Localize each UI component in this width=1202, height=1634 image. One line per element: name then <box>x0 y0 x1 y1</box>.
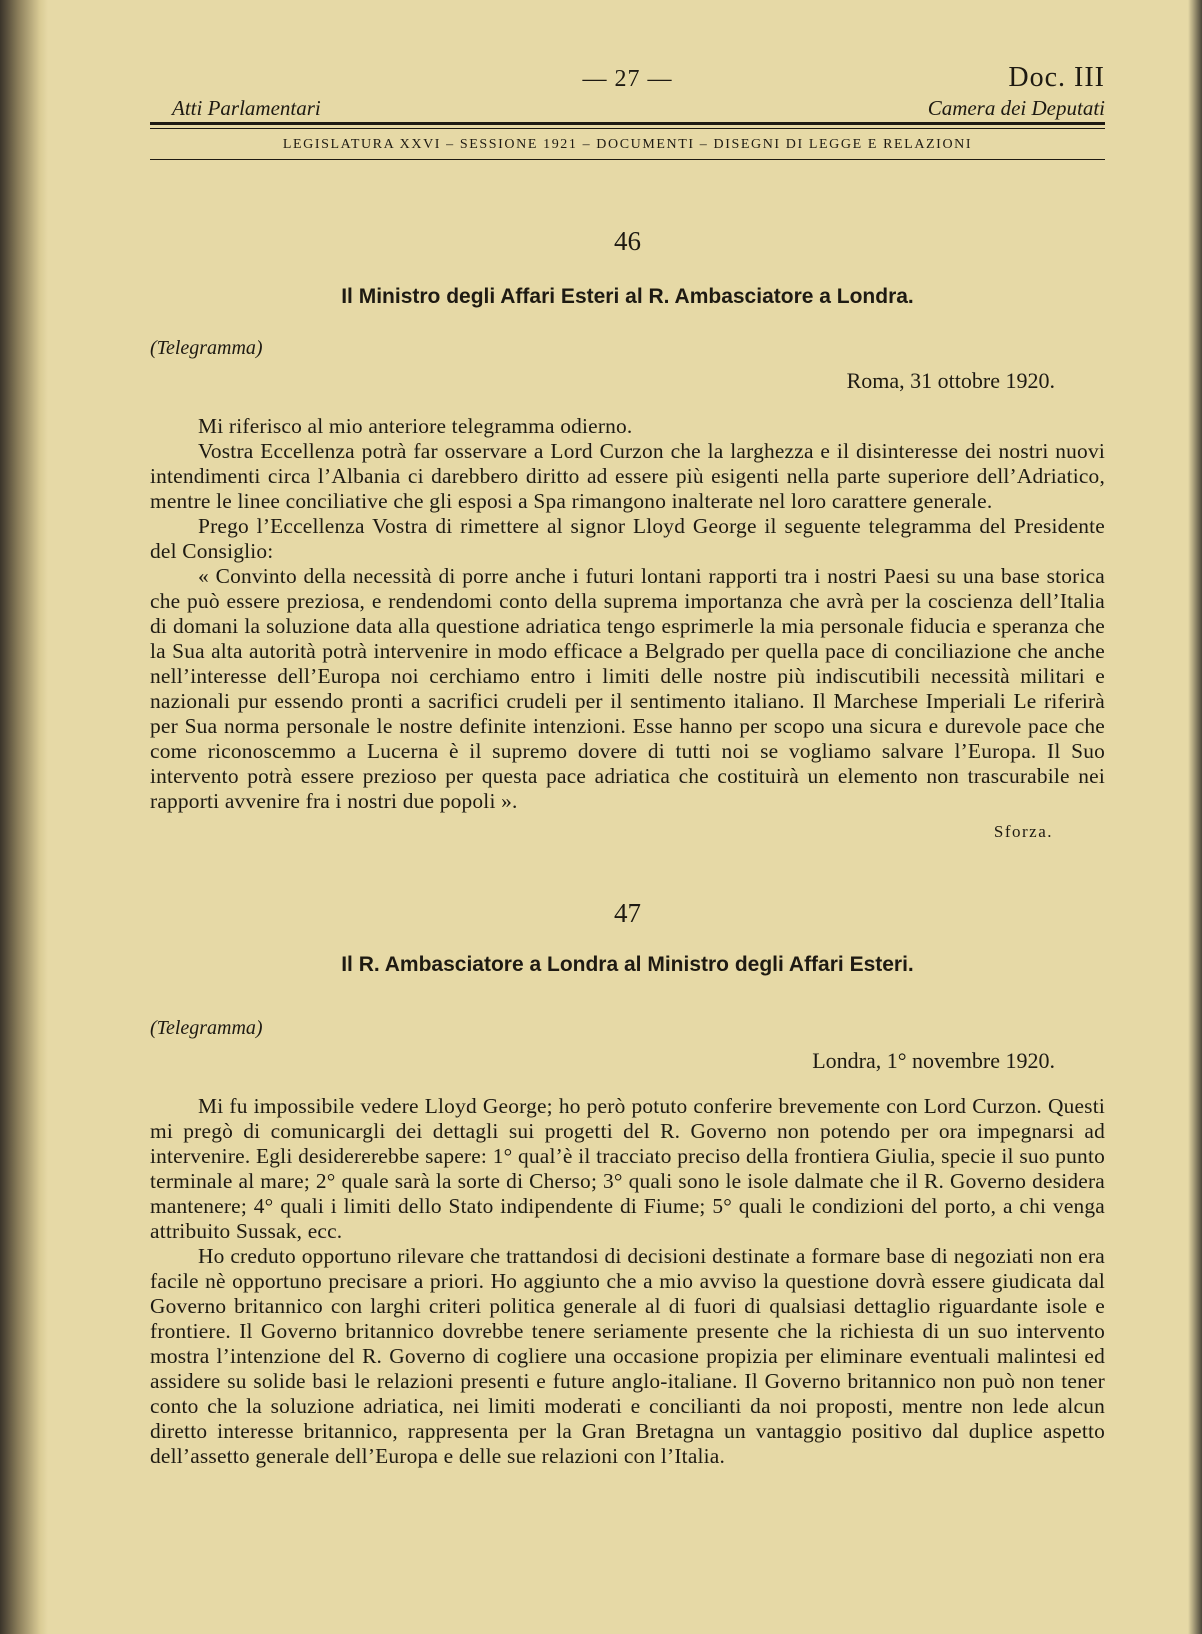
document-page <box>150 60 1105 1469</box>
paragraph: Vostra Eccellenza potrà far osservare a Lord Curzon che la larghezza e il disinteresse dei nostri nuovi intendimenti circa l’Albania ci darebbero diritto ad essere più esigenti nella parte superiore dell’Adriatico, mentre le linee conciliative che gli esposi a Spa rimangono inalterate nel loro carattere generale. <box>150 439 1105 513</box>
document-title: Il Ministro degli Affari Esteri al R. Ambasciatore a Londra. <box>341 285 914 308</box>
paragraph: Ho creduto opportuno rilevare che trattandosi di decisioni destinate a formare base di negoziati non era facile nè opportuno precisare a priori. Ho aggiunto che a mio avviso la questione dovrà essere giudicata dal Governo britannico con larghi criteri politica generale al di fuori di qualsiasi dettaglio riguardante isole e frontiere. Il Governo britannico dovrebbe tenere seriamente presente che la richiesta di un suo intervento mostra l’intenzione del R. Governo di cogliere una occasione propizia per eliminare eventuali malintesi ed assidere su solide basi le relazioni presenti e future anglo-italiane. Il Governo britannico non può non tener conto che la soluzione adriatica, nei limiti moderati e concilianti da noi proposti, mentre non lede alcun diretto interesse britannico, rappresenta per la Gran Bretagna un vantaggio positivo dal duplice aspetto dell’assetto generale dell’Europa e delle sue relazioni con l’Italia. <box>150 1244 1105 1468</box>
paragraph: Mi riferisco al mio anteriore telegramma odierno. <box>198 414 633 438</box>
paragraph: Mi fu impossibile vedere Lloyd George; ho però potuto conferire brevemente con Lord Curzon. Questi mi pregò di comunicargli dei dettagli sui progetti del R. Governo non potendo per ora impegnarsi ad intervenire. Egli desidererebbe sapere: 1° qual’è il tracciato preciso della frontiera Giulia, specie il suo punto terminale al mare; 2° quale sarà la sorte di Cherso; 3° quali sono le isole dalmate che il R. Governo desidera mantenere; 4° quali i limiti dello Stato indipendente di Fiume; 5° quali le condizioni del porto, a chi venga attribuito Sussak, ecc. <box>150 1094 1105 1243</box>
paragraph: Prego l’Eccellenza Vostra di rimettere al signor Lloyd George il seguente telegramma del Presidente del Consiglio: <box>150 514 1105 563</box>
document-title: Il R. Ambasciatore a Londra al Ministro degli Affari Esteri. <box>341 953 914 976</box>
book-spine-shadow <box>0 0 48 1634</box>
dateline: Londra, 1° novembre 1920. <box>812 1048 1055 1073</box>
signature: Sforza. <box>993 822 1053 841</box>
page-number: — 27 — <box>582 66 673 92</box>
page-edge-shadow <box>1188 0 1202 1634</box>
doc-label: Doc. III <box>1008 62 1105 93</box>
document-body <box>150 1094 1105 1469</box>
header-rule <box>150 122 1105 125</box>
header-left-title: Atti Parlamentari <box>172 96 321 120</box>
document-number: 47 <box>614 898 641 928</box>
running-header <box>150 60 1105 122</box>
dateline: Roma, 31 ottobre 1920. <box>846 368 1055 393</box>
document-genre: (Telegramma) <box>150 337 263 359</box>
header-subtitle-rule <box>150 159 1105 160</box>
header-subtitle: LEGISLATURA XXVI – SESSIONE 1921 – DOCUMENTI – DISEGNI DI LEGGE E RELAZIONI <box>282 137 973 152</box>
document-body <box>150 414 1105 814</box>
document-genre: (Telegramma) <box>150 1017 263 1039</box>
document-number: 46 <box>614 226 641 256</box>
header-right-title: Camera dei Deputati <box>927 96 1105 120</box>
paragraph: « Convinto della necessità di porre anche i futuri lontani rapporti tra i nostri Paesi su una base storica che può essere preziosa, e rendendomi conto della suprema importanza che avrà per la coscienza dell’Italia di domani la soluzione data alla questione adriatica tengo esprimerle la mia personale fiducia e speranza che la Sua alta autorità potrà intervenire in modo efficace a Belgrado per quella pace di conciliazione che anche nell’interesse dell’Europa noi cerchiamo entro i limiti delle nostre più indiscutibili necessità militari e nazionali pur essendo pronti a sacrifici crudeli per il sentimento italiano. Il Marchese Imperiali Le riferirà per Sua norma personale le nostre definite intenzioni. Esse hanno per scopo una sicura e durevole pace che come riconoscemmo a Lucerna è il supremo dovere di tutti noi se vogliamo salvare l’Europa. Il Suo intervento potrà essere prezioso per questa pace adriatica che costituirà un elemento non trascurabile nei rapporti avvenire fra i nostri due popoli ». <box>150 564 1105 813</box>
